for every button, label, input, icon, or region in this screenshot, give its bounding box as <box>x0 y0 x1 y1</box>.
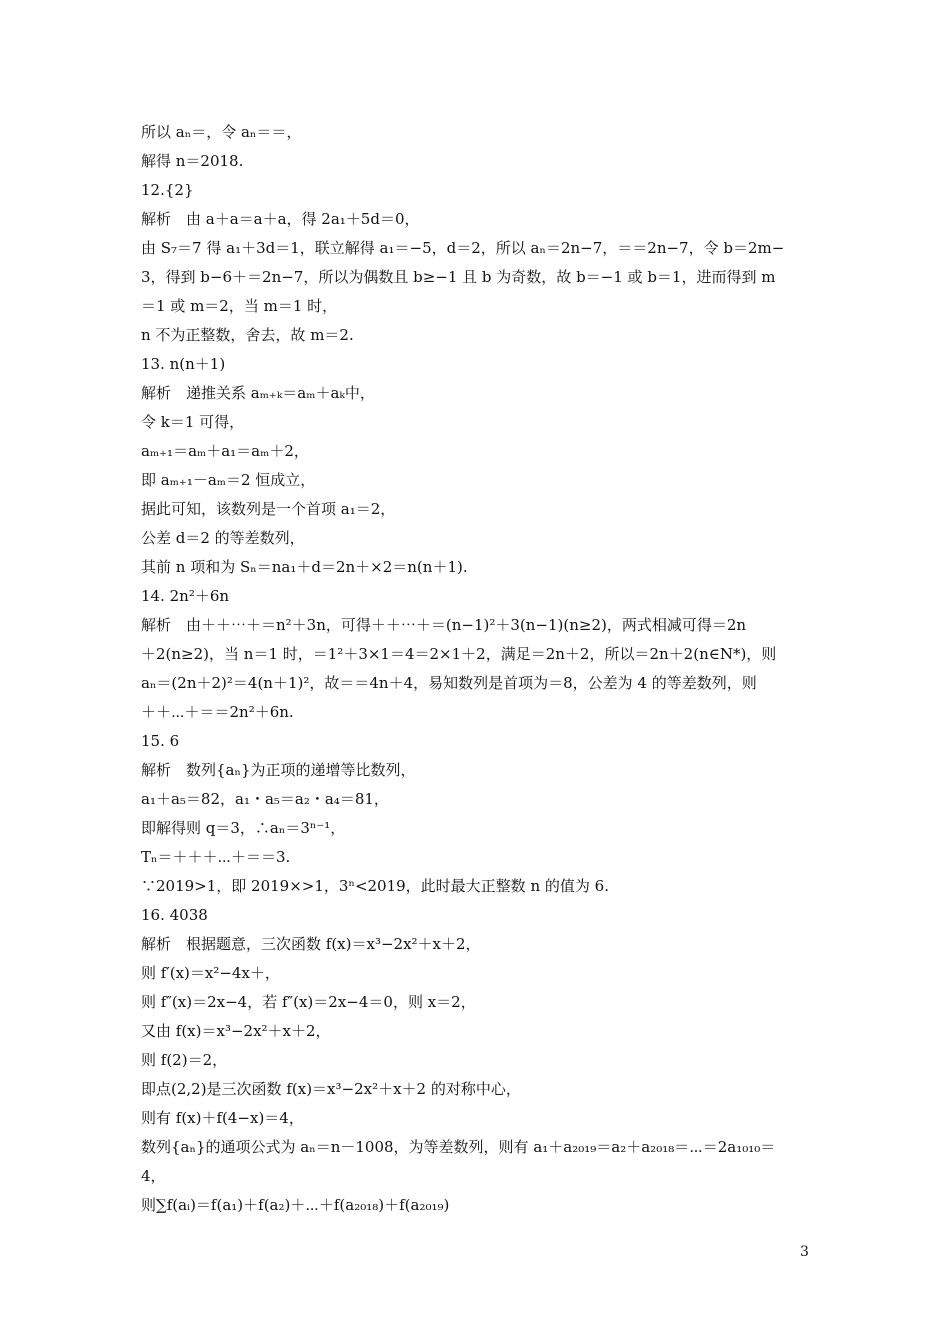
text-line: 解析 由 a＋a＝a＋a，得 2a₁＋5d＝0， <box>141 210 420 228</box>
text-line: 其前 n 项和为 Sₙ＝na₁＋d＝2n＋×2＝n(n＋1). <box>141 558 468 576</box>
page-number: 3 <box>800 1244 809 1260</box>
text-line: 14. 2n²＋6n <box>141 587 230 605</box>
text-line: 即解得则 q＝3，∴aₙ＝3ⁿ⁻¹， <box>141 819 346 837</box>
text-line: 解析 数列{aₙ}为正项的递增等比数列， <box>141 761 416 779</box>
text-line: 解析 根据题意，三次函数 f(x)＝x³−2x²＋x＋2， <box>141 935 481 953</box>
text-line: 16. 4038 <box>141 906 208 924</box>
text-line: 15. 6 <box>141 732 180 750</box>
text-line: Tₙ＝＋＋＋⋯＋＝＝3. <box>141 848 291 866</box>
solution-text <box>141 118 817 1220</box>
text-line: 则有 f(x)＋f(4−x)＝4， <box>141 1109 304 1127</box>
text-line: n 不为正整数，舍去，故 m＝2. <box>141 326 354 344</box>
text-line: 12.{2} <box>141 181 194 199</box>
text-line: aₙ＝(2n＋2)²＝4(n＋1)²，故＝＝4n＋4，易知数列是首项为＝8，公差为 4 的等差数列，则 <box>141 674 757 692</box>
text-line: 则∑f(aᵢ)＝f(a₁)＋f(a₂)＋⋯＋f(a₂₀₁₈)＋f(a₂₀₁₉) <box>141 1196 450 1214</box>
text-line: 即 aₘ₊₁－aₘ＝2 恒成立， <box>141 471 316 489</box>
text-line: 3，得到 b−6＋＝2n−7，所以为偶数且 b≥−1 且 b 为奇数，故 b＝−1 或 b＝1，进而得到 m <box>141 268 776 286</box>
text-line: 则 f(2)＝2， <box>141 1051 228 1069</box>
text-line: 解析 由＋＋⋯＋＝n²＋3n，可得＋＋⋯＋＝(n−1)²＋3(n−1)(n≥2)，两式相减可得＝2n <box>141 616 747 634</box>
text-line: 解析 递推关系 aₘ₊ₖ＝aₘ＋aₖ中， <box>141 384 375 402</box>
text-line: 令 k＝1 可得， <box>141 413 245 431</box>
text-line: 所以 aₙ＝，令 aₙ＝＝， <box>141 123 302 141</box>
text-line: ＋2(n≥2)，当 n＝1 时，＝1²＋3×1＝4＝2×1＋2，满足＝2n＋2，所以＝2n＋2(n∈N*)，则 <box>141 645 777 663</box>
text-line: 公差 d＝2 的等差数列， <box>141 529 305 547</box>
text-line: 数列{aₙ}的通项公式为 aₙ＝n－1008，为等差数列，则有 a₁＋a₂₀₁₉＝a₂＋a₂₀₁₈＝⋯＝2a₁₀₁₀＝ <box>141 1138 776 1156</box>
text-line: 据此可知，该数列是一个首项 a₁＝2， <box>141 500 396 518</box>
text-line: 则 f″(x)＝2x−4，若 f″(x)＝2x−4＝0，则 x＝2， <box>141 993 476 1011</box>
text-line: ∵2019>1，即 2019×>1，3ⁿ<2019，此时最大正整数 n 的值为 6. <box>141 877 609 895</box>
text-line: 解得 n＝2018. <box>141 152 244 170</box>
text-line: 13. n(n＋1) <box>141 355 226 373</box>
text-line: 即点(2,2)是三次函数 f(x)＝x³−2x²＋x＋2 的对称中心， <box>141 1080 521 1098</box>
text-line: 又由 f(x)＝x³−2x²＋x＋2， <box>141 1022 331 1040</box>
text-line: aₘ₊₁＝aₘ＋a₁＝aₘ＋2， <box>141 442 309 460</box>
text-line: 由 S₇＝7 得 a₁＋3d＝1，联立解得 a₁＝−5，d＝2，所以 aₙ＝2n−7，＝＝2n−7，令 b＝2m− <box>141 239 785 257</box>
text-line: ＝1 或 m＝2，当 m＝1 时， <box>141 297 338 315</box>
text-line: ＋＋⋯＋＝＝2n²＋6n. <box>141 703 294 721</box>
text-line: 4， <box>141 1167 166 1185</box>
text-line: a₁＋a₅＝82，a₁・a₅＝a₂・a₄＝81， <box>141 790 389 808</box>
text-line: 则 f′(x)＝x²−4x＋， <box>141 964 280 982</box>
